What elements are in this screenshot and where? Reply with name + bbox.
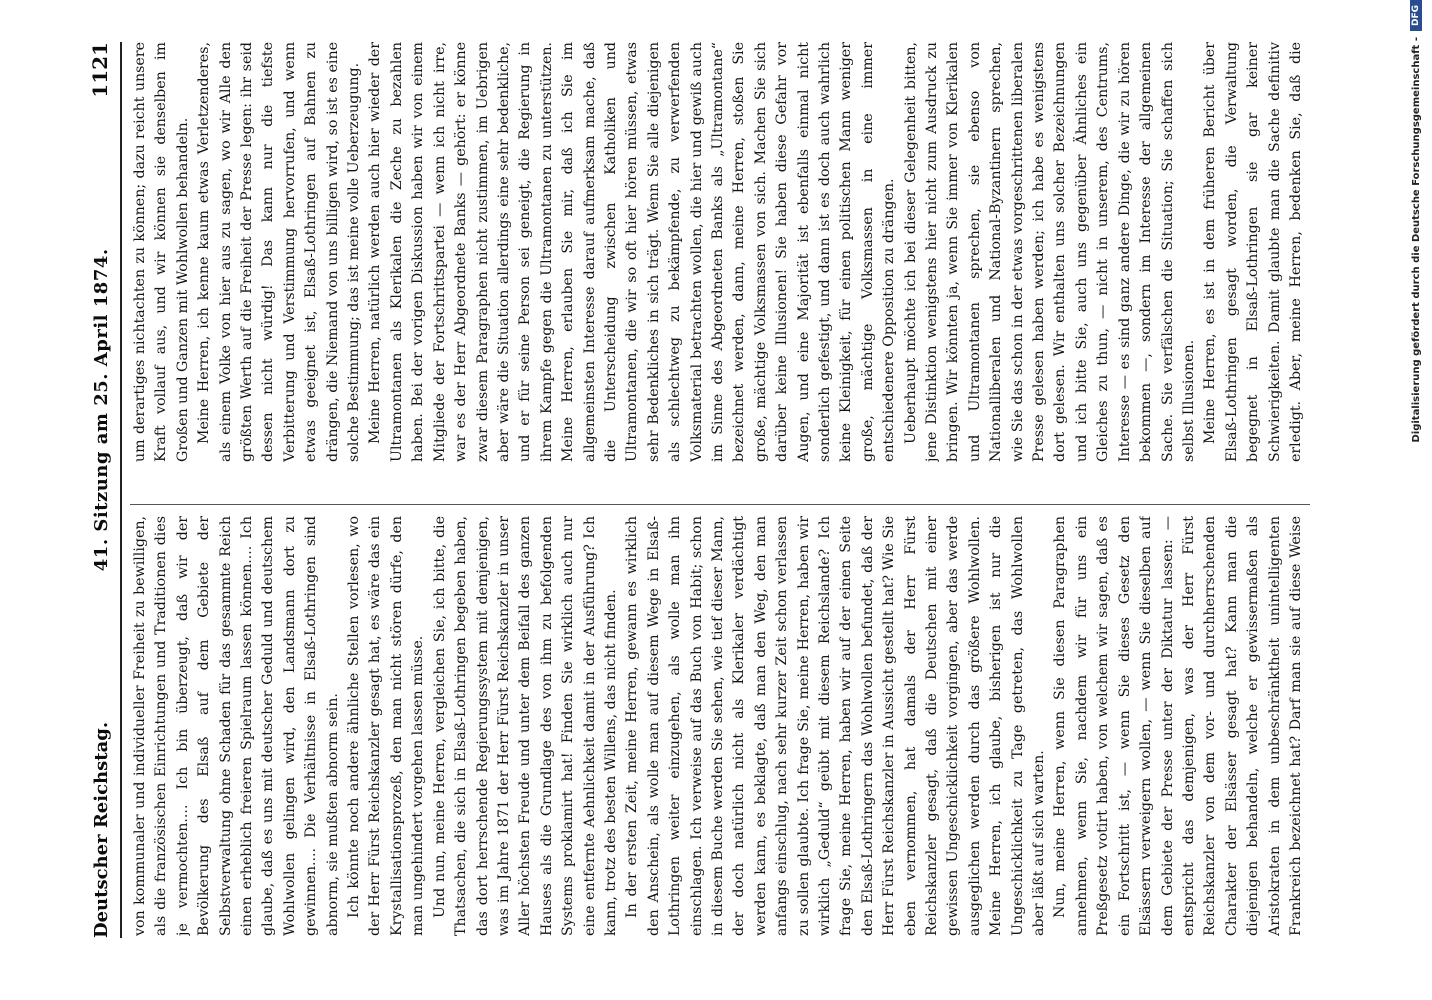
credit-text: Digitalisierung gefördert durch die Deutsche Forschungsgemeinschaft -: [1410, 37, 1422, 443]
page-number: 1121: [88, 42, 112, 98]
paragraph: um derartiges nichtachten zu können; dazu reicht unsere Kraft vollauf aus, und wir können sie denselben im Großen und Ganzen mit Wohlwollen behandeln.: [132, 42, 191, 462]
paragraph: Meine Herren, ich kenne kaum etwas Verletzenderes, als einem Volke von hier aus zu sagen, wo wir Alle den größten Werth auf die Freiheit der Presse legen: ihr seid dessen nicht würdig! Das kann nur die tiefste Verbitterung und Verstimmung hervorrufen, und wenn etwas geeignet ist, Elsaß-Lothringen auf Bahnen zu drängen, die Niemand von uns billigen wird, so ist es eine solche Bestimmung; das ist meine volle Ueberzeugung.: [196, 42, 363, 462]
digitization-credit: [1404, 0, 1428, 1000]
dfg-logo: DFG: [1410, 0, 1422, 31]
left-column: [130, 516, 1310, 936]
paragraph: Meine Herren, es ist in dem früheren Bericht über Elsaß-Lothringen gesagt worden, die Verwaltung begegnet in Elsaß-Lothringen sie gar keiner Schwierigkeiten. Damit glaubte man die Sache definitiv erledigt. Aber, meine Herren, bedenken Sie, daß die: [1202, 42, 1304, 462]
paragraph: von kommunaler und individueller Freiheit zu bewilligen, als die französischen Einrichtungen und Traditionen dies je vermochten.... Ich bin überzeugt, daß wir der Bevölkerung des Elsaß auf dem Gebiete der Selbstverwaltung ohne Schaden für das gesammte Reich einen erheblich freieren Spielraum lassen können.... Ich glaube, daß es uns mit deutscher Geduld und deutschem Wohlwollen gelingen wird, den Landsmann dort zu gewinnen.... Die Verhältnisse in Elsaß-Lothringen sind abnorm, sie mußten abnorm sein.: [132, 516, 341, 936]
paragraph: Meine Herren, natürlich werden auch hier wieder der Ultramontanen als Klerikalen die Zeche zu bezahlen haben. Bei der vorigen Diskussion haben wir von einem Mitgliede der Fortschrittspartei — wenn ich nicht irre, war es der Herr Abgeordnete Banks — gehört: er könne zwar diesem Paragraphen nicht zustimmen, im Uebrigen aber wäre die Situation allerdings eine sehr bedenkliche, und er für seine Person sei geneigt, die Regierung in ihrem Kampfe gegen die Ultramontanen zu unterstützen. Meine Herren, erlauben Sie mir, daß ich Sie im allgemeinsten Interesse darauf aufmerksam mache, daß die Unterscheidung zwischen Katholiken und Ultramontanen, die wir so oft hier hören müssen, etwas sehr Bedenkliches in sich trägt. Wenn Sie alle diejenigen als schlechtweg zu bekämpfende, zu verwerfenden Volksmaterial betrachten wollen, die hier und gewiß auch im Sinne des Abgeordneten Banks als „Ultramontane“ bezeichnet werden, dann, meine Herren, stoßen Sie große, mächtige Volksmassen von sich. Machen Sie sich darüber keine Illusionen! Sie haben diese Gefahr vor Augen, und eine Majorität ist ebenfalls einmal nicht sonderlich gefestigt, und dann ist es doch auch wahrlich keine Kleinigkeit, für einen politischen Mann weniger große, mächtige Volksmassen in eine immer entschiedenere Opposition zu drängen.: [367, 42, 898, 462]
paragraph: Ueberhaupt möchte ich bei dieser Gelegenheit bitten, jene Distinktion wenigstens hier nicht zum Ausdruck zu bringen. Wir könnten ja, wenn Sie immer von Klerikalen und Ultramontanen sprechen, sie ebenso von Nationalliberalen und National-Byzantinern sprechen, wie Sie das schon in der etwas vorgeschrittenen liberalen Presse gelesen haben werden; ich habe es wenigstens dort gelesen. Wir enthalten uns solcher Bezeichnungen und ich bitte Sie, auch uns gegenüber Ähnliches ein Gleiches zu thun, — nicht in unserem, des Centrums, Interesse — es sind ganz andere Dinge, die wir zu hören bekommen —, sondern im Interesse der allgemeinen Sache. Sie verfälschen die Situation; Sie schaffen sich selbst Illusionen.: [902, 42, 1197, 462]
paragraph: In der ersten Zeit, meine Herren, gewann es wirklich den Anschein, als wolle man auf diesem Wege in Elsaß-Lothringen weiter einzugehen, als wolle man ihn einschlagen. Ich verweise auf das Buch von Habit; schon in diesem Buche werden Sie sehen, wie tief dieser Mann, der doch natürlich nicht als Klerikaler verdächtigt werden kann, es beklagte, daß man den Weg, den man anfangs einschlug, nach sehr kurzer Zeit schon verlassen zu sollen glaubte. Ich frage Sie, meine Herren, haben wir wirklich „Geduld“ geübt mit diesem Reichslande? Ich frage Sie, meine Herren, haben wir auf der einen Seite den Elsaß-Lothringern das Wohlwollen befundet, daß der Herr Fürst Reichskanzler in Aussicht gestellt hat? Wie Sie eben vernommen, hat damals der Herr Fürst Reichskanzler gesagt, daß die Deutschen mit einer gewissen Ungeschicklichkeit vorgingen, aber das werde ausgeglichen werden durch das größere Wohlwollen. Meine Herren, ich glaube, bisherigen ist nur die Ungeschicklichkeit zu Tage getreten, das Wohlwollen aber läßt auf sich warten.: [624, 516, 1048, 936]
page-header: [88, 42, 118, 938]
paragraph: Nun, meine Herren, wenn Sie diesen Paragraphen annehmen, wenn Sie, nachdem wir für uns ein Preßgesetz votirt haben, von welchem wir sagen, daß es ein Fortschritt ist, — wenn Sie dieses Gesetz den Elsässern verweigern wollen, — wenn Sie dieselben auf dem Gebiete der Presse unter der Diktatur lassen: — entspricht das demjenigen, was der Herr Fürst Reichskanzler von dem vor- und durchherrschenden Charakter der Elsässer gesagt hat? Kann man die diejenigen behandeln, welche er gewissermaßen als Aristokraten in dem unbeschränktheit unintelligenten Frankreich bezeichnet hat? Darf man sie auf diese Weise: [1052, 516, 1304, 936]
header-session: 41. Sitzung am 25. April 1874.: [91, 248, 112, 572]
right-column: [130, 42, 1310, 462]
header-rule: [120, 42, 122, 938]
paragraph: Ich könnte noch andere ähnliche Stellen vorlesen, wo der Herr Fürst Reichskanzler gesagt hat, es wäre das ein Krystallisationsprozeß, den man nicht stören dürfe, den man ungehindert vorgehen lassen müsse.: [346, 516, 427, 936]
paragraph: Und nun, meine Herren, vergleichen Sie, ich bitte, die Thatsachen, die sich in Elsaß-Lothringen begeben haben, das dort herrschende Regierungssystem mit demjenigen, was im Jahre 1871 der Herr Fürst Reichskanzler in unser Aller höchsten Freude und unter dem Beifall des ganzen Hauses als die Grundlage des von ihm zu befolgenden Systems proklamirt hat! Finden Sie wirklich auch nur eine entfernte Aehnlichkeit damit in der Ausführung? Ich kann, trotz des besten Willens, das nicht finden.: [431, 516, 619, 936]
column-divider: [130, 504, 1310, 505]
header-publication: Deutscher Reichstag.: [91, 721, 112, 938]
